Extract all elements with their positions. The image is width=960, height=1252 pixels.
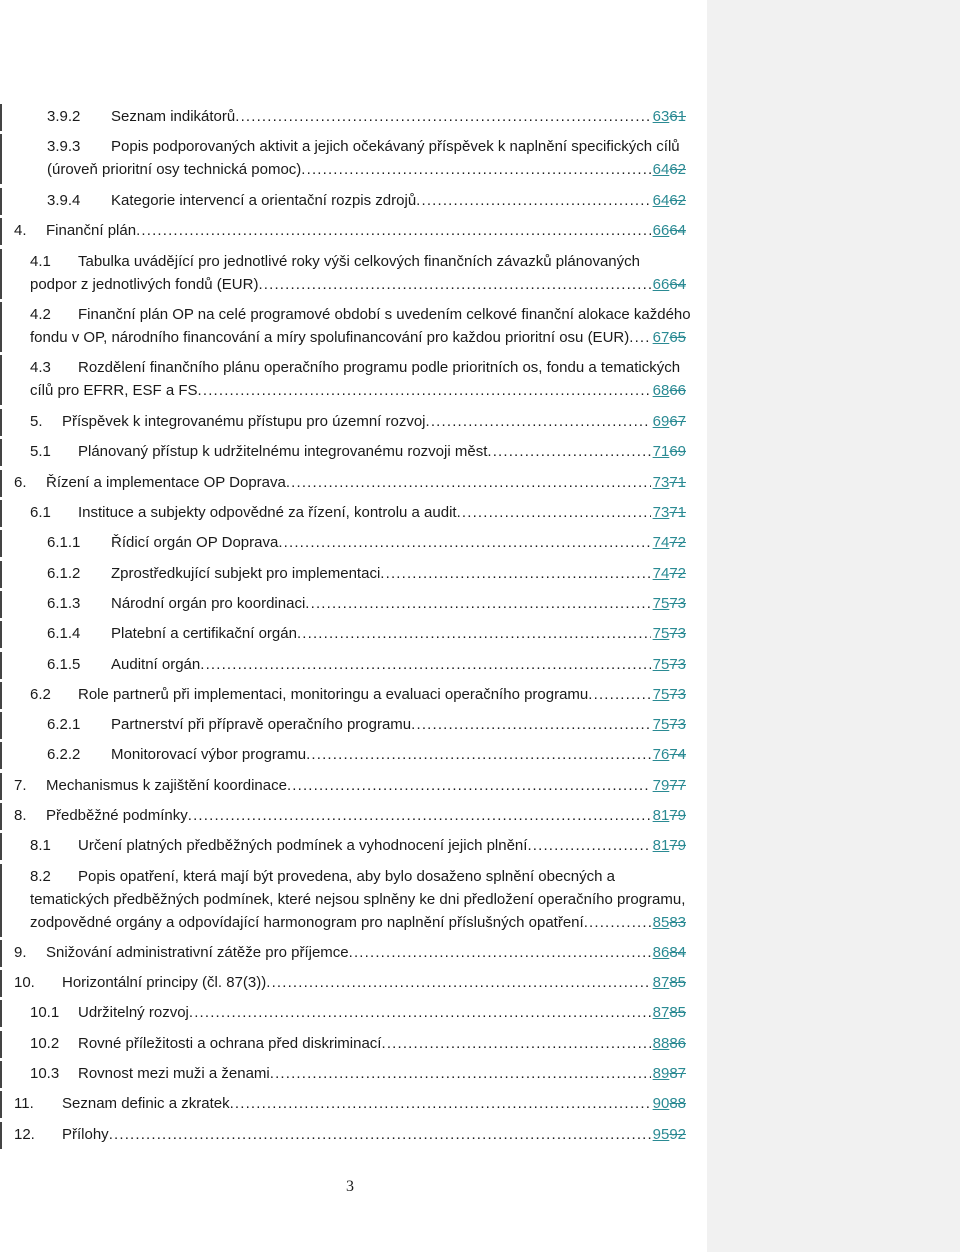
deleted-page-number: 62 [669, 192, 686, 209]
change-bar [0, 833, 2, 860]
toc-entry-line [30, 274, 686, 296]
deleted-page-number: 92 [669, 1126, 686, 1143]
inserted-page-number: 85 [652, 914, 670, 931]
toc-entry-line [30, 889, 686, 911]
toc-entry-title: Horizontální principy (čl. 87(3)) [62, 974, 267, 991]
toc-entry-line [47, 136, 686, 158]
toc-entry-title: Plánovaný přístup k udržitelnému integrovanému rozvoji měst [78, 443, 488, 460]
dot-leader [527, 835, 650, 857]
toc-entry-line [47, 106, 686, 128]
toc-entry-number: 6.1.1 [47, 534, 81, 551]
toc-entry-line [30, 1063, 686, 1085]
change-bar [0, 970, 2, 997]
toc-page-number[interactable] [651, 942, 686, 964]
toc-entry[interactable] [0, 136, 700, 182]
toc-page-number[interactable] [651, 106, 686, 128]
toc-entry[interactable] [0, 472, 700, 495]
toc-entry[interactable] [0, 220, 700, 243]
toc-entry-line [30, 327, 686, 349]
toc-page-number[interactable] [651, 684, 686, 706]
change-bar [0, 249, 2, 299]
toc-entry[interactable] [0, 1033, 700, 1056]
toc-page-number[interactable] [651, 274, 686, 296]
toc-page-number[interactable] [651, 1002, 686, 1024]
deleted-page-number: 77 [669, 777, 686, 794]
inserted-page-number: 67 [652, 329, 670, 346]
toc-entry-line [30, 866, 686, 888]
toc-entry[interactable] [0, 866, 700, 935]
change-bar [0, 1091, 2, 1118]
toc-entry-number: 4.1 [30, 253, 51, 270]
toc-entry-line [47, 159, 686, 181]
dot-leader [584, 912, 651, 934]
toc-entry-title: (úroveň prioritní osy technická pomoc) [47, 161, 302, 178]
toc-entry-number: 6.1.4 [47, 625, 81, 642]
change-bar [0, 188, 2, 215]
toc-page-number[interactable] [651, 327, 686, 349]
toc-page-number[interactable] [651, 563, 686, 585]
toc-entry[interactable] [0, 654, 700, 677]
toc-page-number[interactable] [651, 1124, 686, 1146]
deleted-page-number: 73 [669, 716, 686, 733]
change-bar [0, 621, 2, 648]
toc-entry-title: Seznam indikátorů [111, 108, 236, 125]
toc-entry-line [47, 654, 686, 676]
toc-entry[interactable] [0, 532, 700, 555]
toc-entry[interactable] [0, 1063, 700, 1086]
toc-entry-title: Přílohy [62, 1126, 109, 1143]
toc-entry-title: Popis opatření, která mají být provedena, aby bylo dosaženo splnění obecných a [78, 868, 616, 885]
toc-entry-title: Příspěvek k integrovanému přístupu pro územní rozvoj [62, 413, 426, 430]
toc-entry-title: Role partnerů při implementaci, monitoringu a evaluaci operačního programu [78, 686, 589, 703]
inserted-page-number: 75 [652, 625, 670, 642]
toc-entry-number: 6.1 [30, 504, 51, 521]
change-bar [0, 591, 2, 618]
toc-entry[interactable] [0, 1002, 700, 1025]
toc-entry[interactable] [0, 411, 700, 434]
dot-leader [230, 1093, 651, 1115]
inserted-page-number: 75 [652, 716, 670, 733]
inserted-page-number: 75 [652, 595, 670, 612]
dot-leader [588, 684, 650, 706]
toc-entry-number: 9. [14, 944, 27, 961]
dot-leader [306, 744, 651, 766]
toc-page-number[interactable] [651, 1033, 686, 1055]
toc-entry-title: Rozdělení finančního plánu operačního programu podle prioritních os, fondu a tematických [78, 359, 681, 376]
deleted-page-number: 65 [669, 329, 686, 346]
dot-leader [305, 593, 650, 615]
change-bar [0, 530, 2, 557]
toc-entry-line [47, 744, 686, 766]
change-bar [0, 940, 2, 967]
toc-page-number[interactable] [651, 441, 686, 463]
change-bar [0, 773, 2, 800]
toc-entry-number: 4. [14, 222, 27, 239]
inserted-page-number: 74 [652, 534, 670, 551]
toc-page-number[interactable] [651, 775, 686, 797]
toc-entry-title: Finanční plán [46, 222, 137, 239]
dot-leader [270, 1063, 651, 1085]
change-bar [0, 500, 2, 527]
toc-entry[interactable] [0, 357, 700, 403]
inserted-page-number: 90 [652, 1095, 670, 1112]
toc-entry[interactable] [0, 106, 700, 129]
inserted-page-number: 89 [652, 1065, 670, 1082]
toc-entry[interactable] [0, 441, 700, 464]
toc-page-number[interactable] [651, 835, 686, 857]
toc-entry[interactable] [0, 775, 700, 798]
toc-entry-number: 10.3 [30, 1065, 60, 1082]
toc-entry-title: Platební a certifikační orgán [111, 625, 297, 642]
change-bar [0, 355, 2, 405]
toc-entry-title: Snižování administrativní zátěže pro příjemce [46, 944, 349, 961]
toc-entry-number: 3.9.3 [47, 138, 81, 155]
toc-page-number[interactable] [651, 1093, 686, 1115]
toc-entry-title: Řídicí orgán OP Doprava [111, 534, 279, 551]
change-bar [0, 302, 2, 352]
deleted-page-number: 72 [669, 565, 686, 582]
toc-entry-title: Instituce a subjekty odpovědné za řízení, kontrolu a audit [78, 504, 457, 521]
toc-page-number[interactable] [651, 654, 686, 676]
dot-leader [426, 411, 651, 433]
change-bar [0, 864, 2, 937]
change-bar [0, 1000, 2, 1027]
toc-page-number[interactable] [651, 623, 686, 645]
toc-entry-number: 6. [14, 474, 27, 491]
toc-entry[interactable] [0, 623, 700, 646]
inserted-page-number: 73 [652, 504, 670, 521]
deleted-page-number: 85 [669, 1004, 686, 1021]
toc-entry-number: 10.2 [30, 1035, 60, 1052]
change-bar [0, 682, 2, 709]
toc-entry-line [14, 972, 686, 994]
toc-entry-title: Udržitelný rozvoj [78, 1004, 189, 1021]
dot-leader [278, 532, 650, 554]
toc-entry[interactable] [0, 1093, 700, 1116]
deleted-page-number: 87 [669, 1065, 686, 1082]
toc-entry[interactable] [0, 684, 700, 707]
inserted-page-number: 76 [652, 746, 670, 763]
toc-entry-line [14, 1124, 686, 1146]
dot-leader [188, 805, 651, 827]
change-bar [0, 561, 2, 588]
toc-entry-line [14, 805, 686, 827]
toc-entry[interactable] [0, 563, 700, 586]
deleted-page-number: 71 [669, 474, 686, 491]
deleted-page-number: 64 [669, 222, 686, 239]
toc-entry-title: Národní orgán pro koordinaci [111, 595, 306, 612]
change-bar [0, 409, 2, 436]
inserted-page-number: 86 [652, 944, 670, 961]
change-bar [0, 742, 2, 769]
toc-entry-line [30, 502, 686, 524]
dot-leader [189, 1002, 651, 1024]
toc-entry-title: Monitorovací výbor programu [111, 746, 307, 763]
deleted-page-number: 73 [669, 625, 686, 642]
dot-leader [109, 1124, 651, 1146]
toc-page-number[interactable] [651, 220, 686, 242]
change-bar [0, 1031, 2, 1058]
inserted-page-number: 71 [652, 443, 670, 460]
toc-entry-line [30, 1033, 686, 1055]
toc-entry-line [30, 411, 686, 433]
deleted-page-number: 73 [669, 595, 686, 612]
comment-margin-panel [707, 0, 960, 1252]
change-bar [0, 104, 2, 131]
deleted-page-number: 72 [669, 534, 686, 551]
toc-page-number[interactable] [651, 744, 686, 766]
toc-page-number[interactable] [651, 972, 686, 994]
inserted-page-number: 63 [652, 108, 670, 125]
toc-entry-title: Rovnost mezi muži a ženami [78, 1065, 270, 1082]
dot-leader [136, 220, 651, 242]
toc-entry-title: Určení platných předběžných podmínek a vyhodnocení jejich plnění [78, 837, 528, 854]
toc-entry-line [30, 251, 686, 273]
toc-entry-number: 6.2 [30, 686, 51, 703]
toc-page-number[interactable] [651, 532, 686, 554]
toc-page-number[interactable] [651, 159, 686, 181]
inserted-page-number: 88 [652, 1035, 670, 1052]
toc-entry-line [30, 357, 686, 379]
inserted-page-number: 87 [652, 974, 670, 991]
toc-entry[interactable] [0, 835, 700, 858]
change-bar [0, 712, 2, 739]
deleted-page-number: 69 [669, 443, 686, 460]
change-bar [0, 439, 2, 466]
deleted-page-number: 73 [669, 686, 686, 703]
toc-entry[interactable] [0, 190, 700, 213]
toc-entry-line [47, 714, 686, 736]
dot-leader [381, 1033, 650, 1055]
toc-page-number[interactable] [651, 805, 686, 827]
toc-entry[interactable] [0, 744, 700, 767]
change-bar [0, 134, 2, 184]
toc-page-number[interactable] [651, 411, 686, 433]
inserted-page-number: 75 [652, 686, 670, 703]
toc-entry-number: 4.3 [30, 359, 51, 376]
deleted-page-number: 79 [669, 807, 686, 824]
dot-leader [266, 972, 650, 994]
toc-entry-line [30, 304, 691, 326]
toc-entry-number: 4.2 [30, 306, 51, 323]
toc-entry-title: zodpovědné orgány a odpovídající harmonogram pro naplnění příslušných opatření [30, 914, 584, 931]
inserted-page-number: 79 [652, 777, 670, 794]
toc-entry-line [47, 593, 686, 615]
inserted-page-number: 66 [652, 276, 670, 293]
toc-entry-title: fondu v OP, národního financování a míry spolufinancování pro každou prioritní osu (EUR) [30, 329, 630, 346]
inserted-page-number: 64 [652, 192, 670, 209]
deleted-page-number: 62 [669, 161, 686, 178]
toc-page-number[interactable] [651, 912, 686, 934]
toc-entry-line [14, 220, 686, 242]
inserted-page-number: 73 [652, 474, 670, 491]
toc-entry-title: Rovné příležitosti a ochrana před diskriminací [78, 1035, 382, 1052]
toc-entry-number: 3.9.2 [47, 108, 81, 125]
toc-page-number[interactable] [651, 502, 686, 524]
dot-leader [301, 159, 650, 181]
inserted-page-number: 87 [652, 1004, 670, 1021]
deleted-page-number: 88 [669, 1095, 686, 1112]
toc-entry-number: 5. [30, 413, 43, 430]
toc-entry-line [30, 835, 686, 857]
toc-entry-line [47, 623, 686, 645]
toc-entry-number: 6.1.3 [47, 595, 81, 612]
deleted-page-number: 85 [669, 974, 686, 991]
toc-entry-number: 12. [14, 1126, 35, 1143]
dot-leader [349, 942, 651, 964]
toc-entry-title: Partnerství při přípravě operačního programu [111, 716, 412, 733]
toc-entry-line [14, 1093, 686, 1115]
inserted-page-number: 66 [652, 222, 670, 239]
deleted-page-number: 86 [669, 1035, 686, 1052]
toc-page-number[interactable] [651, 190, 686, 212]
dot-leader [258, 274, 650, 296]
deleted-page-number: 79 [669, 837, 686, 854]
toc-entry-number: 10. [14, 974, 35, 991]
inserted-page-number: 69 [652, 413, 670, 430]
toc-entry-number: 7. [14, 777, 27, 794]
toc-entry-title: tematických předběžných podmínek, které nejsou splněny ke dni předložení operačního programu, [30, 891, 686, 908]
dot-leader [416, 190, 650, 212]
deleted-page-number: 64 [669, 276, 686, 293]
toc-entry-title: Kategorie intervencí a orientační rozpis zdrojů [111, 192, 417, 209]
inserted-page-number: 74 [652, 565, 670, 582]
toc-entry[interactable] [0, 805, 700, 828]
toc-entry-title: Předběžné podmínky [46, 807, 188, 824]
toc-entry-number: 8.2 [30, 868, 51, 885]
toc-entry-title: Zprostředkující subjekt pro implementaci [111, 565, 381, 582]
toc-entry[interactable] [0, 304, 700, 350]
toc-page-number[interactable] [651, 380, 686, 402]
toc-entry[interactable] [0, 942, 700, 965]
toc-entry[interactable] [0, 1124, 700, 1147]
dot-leader [235, 106, 650, 128]
toc-entry-line [30, 380, 686, 402]
deleted-page-number: 66 [669, 382, 686, 399]
toc-entry-title: cílů pro EFRR, ESF a FS [30, 382, 198, 399]
change-bar [0, 218, 2, 245]
change-bar [0, 1122, 2, 1149]
toc-entry-number: 8.1 [30, 837, 51, 854]
dot-leader [457, 502, 651, 524]
change-bar [0, 1061, 2, 1088]
inserted-page-number: 81 [652, 807, 670, 824]
dot-leader [200, 654, 650, 676]
toc-entry-line [30, 912, 686, 934]
toc-entry-line [30, 1002, 686, 1024]
toc-entry-number: 3.9.4 [47, 192, 81, 209]
toc-entry-number: 6.1.2 [47, 565, 81, 582]
toc-entry[interactable] [0, 714, 700, 737]
deleted-page-number: 71 [669, 504, 686, 521]
dot-leader [198, 380, 651, 402]
change-bar [0, 470, 2, 497]
toc-page-number[interactable] [651, 472, 686, 494]
toc-entry-title: Popis podporovaných aktivit a jejich očekávaný příspěvek k naplnění specifických cílů [111, 138, 680, 155]
dot-leader [297, 623, 651, 645]
toc-entry-number: 6.2.1 [47, 716, 81, 733]
toc-entry[interactable] [0, 502, 700, 525]
inserted-page-number: 75 [652, 656, 670, 673]
toc-entry-title: Mechanismus k zajištění koordinace [46, 777, 287, 794]
toc-entry-line [30, 684, 686, 706]
toc-entry-number: 5.1 [30, 443, 51, 460]
toc-page-number[interactable] [651, 593, 686, 615]
toc-entry-title: podpor z jednotlivých fondů (EUR) [30, 276, 259, 293]
toc-entry-line [14, 942, 686, 964]
toc-entry-line [14, 775, 686, 797]
toc-entry-line [47, 532, 686, 554]
toc-entry-title: Řízení a implementace OP Doprava [46, 474, 286, 491]
toc-page-number[interactable] [651, 1063, 686, 1085]
change-bar [0, 803, 2, 830]
deleted-page-number: 73 [669, 656, 686, 673]
page-number: 3 [346, 1178, 354, 1195]
change-bar [0, 652, 2, 679]
toc-entry[interactable] [0, 593, 700, 616]
dot-leader [287, 775, 651, 797]
deleted-page-number: 61 [669, 108, 686, 125]
inserted-page-number: 95 [652, 1126, 670, 1143]
dot-leader [487, 441, 650, 463]
toc-entry-line [14, 472, 686, 494]
inserted-page-number: 64 [652, 161, 670, 178]
dot-leader [411, 714, 650, 736]
inserted-page-number: 68 [652, 382, 670, 399]
toc-entry-title: Tabulka uvádějící pro jednotlivé roky výši celkových finančních závazků plánovaných [78, 253, 640, 270]
deleted-page-number: 67 [669, 413, 686, 430]
toc-entry-line [47, 563, 686, 585]
toc-entry-number: 6.1.5 [47, 656, 81, 673]
toc-entry-line [47, 190, 686, 212]
toc-entry[interactable] [0, 251, 700, 297]
toc-entry-number: 8. [14, 807, 27, 824]
dot-leader [380, 563, 650, 585]
toc-entry-title: Auditní orgán [111, 656, 201, 673]
deleted-page-number: 84 [669, 944, 686, 961]
toc-entry-number: 10.1 [30, 1004, 60, 1021]
deleted-page-number: 74 [669, 746, 686, 763]
dot-leader [286, 472, 651, 494]
toc-entry-title: Seznam definic a zkratek [62, 1095, 230, 1112]
toc-entry-number: 6.2.2 [47, 746, 81, 763]
inserted-page-number: 81 [652, 837, 670, 854]
toc-entry-line [30, 441, 686, 463]
deleted-page-number: 83 [669, 914, 686, 931]
toc-page-number[interactable] [651, 714, 686, 736]
dot-leader [629, 327, 650, 349]
toc-entry-title: Finanční plán OP na celé programové období s uvedením celkové finanční alokace každého [78, 306, 691, 323]
toc-entry[interactable] [0, 972, 700, 995]
toc-entry-number: 11. [14, 1095, 34, 1112]
